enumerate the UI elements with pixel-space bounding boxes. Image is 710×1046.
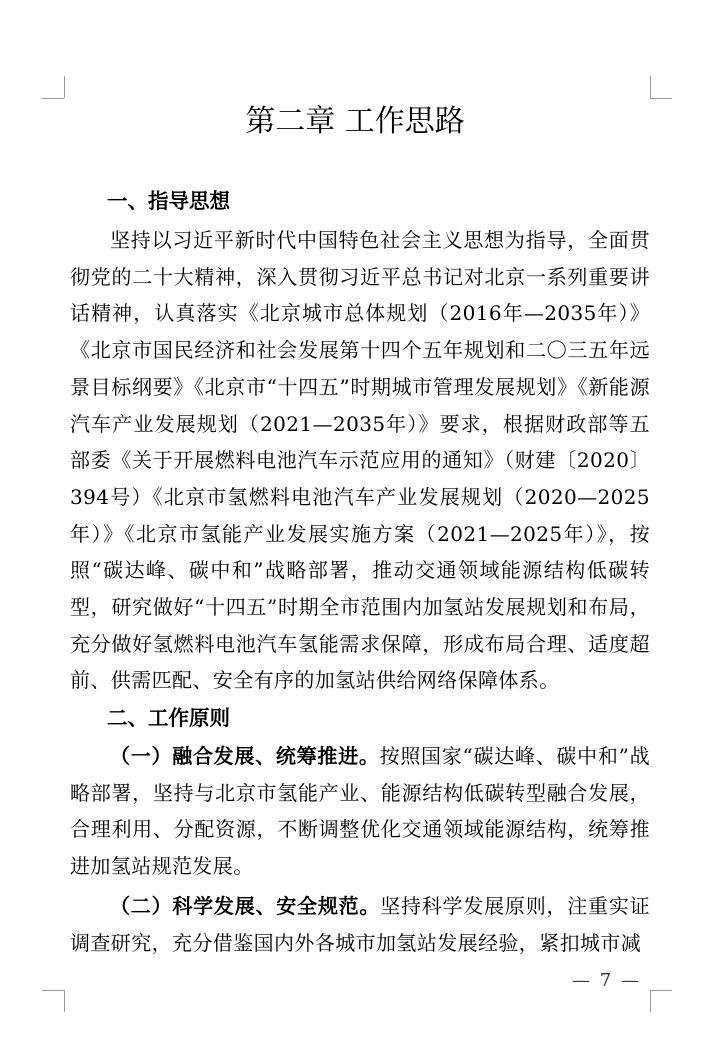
crop-mark-top-right: [650, 98, 672, 99]
chapter-title: 第二章 工作思路: [245, 104, 465, 139]
principle-1-text: 按照国家“碳达峰、碳中和”战略部署，坚持与北京市氢能产业、能源结构低碳转型融合发展，合理利用、分配资源，不断调整优化交通领域能源结构，统筹推进加氢站规范发展。: [70, 744, 650, 879]
crop-mark-bottom-right: [650, 990, 672, 991]
crop-mark-bottom-right: [650, 990, 651, 1012]
principle-paragraph-2: [70, 888, 650, 961]
crop-mark-top-left: [42, 98, 64, 99]
section-heading-guiding-ideology: 一、指导思想: [107, 189, 230, 213]
page-number: — 7 —: [572, 970, 641, 991]
guiding-ideology-paragraph: 坚持以习近平新时代中国特色社会主义思想为指导，全面贯彻党的二十大精神，深入贯彻习近平总书记对北京一系列重要讲话精神，认真落实《北京城市总体规划（2016年—2035年）》《北京市国民经济和社会发展第十四个五年规划和二〇三五年远景目标纲要》《北京市“十四五”时期城市管理发展规划》《新能源汽车产业发展规划（2021—2035年）》要求，根据财政部等五部委《关于开展燃料电池汽车示范应用的通知》（财建〔2020〕394号）《北京市氢燃料电池汽车产业发展规划（2020—2025年）》《北京市氢能产业发展实施方案（2021—2025年）》，按照“碳达峰、碳中和”战略部署，推动交通领域能源结构低碳转型，研究做好“十四五”时期全市范围内加氢站发展规划和布局，充分做好氢燃料电池汽车氢能需求保障，形成布局合理、适度超前、供需匹配、安全有序的加氢站供给网络保障体系。: [70, 228, 650, 693]
principle-1-lead: （一）融合发展、统筹推进。: [110, 744, 380, 768]
crop-mark-bottom-left: [42, 990, 64, 991]
crop-mark-top-right: [650, 76, 651, 98]
crop-mark-top-left: [64, 76, 65, 98]
section-heading-work-principles: 二、工作原则: [107, 706, 230, 730]
principle-paragraph-1: [70, 738, 650, 885]
crop-mark-bottom-left: [64, 990, 65, 1012]
principle-2-lead: （二）科学发展、安全规范。: [110, 894, 381, 918]
principle-2-text: 坚持科学发展原则，注重实证调查研究，充分借鉴国内外各城市加氢站发展经验，紧扣城市减: [70, 894, 651, 955]
